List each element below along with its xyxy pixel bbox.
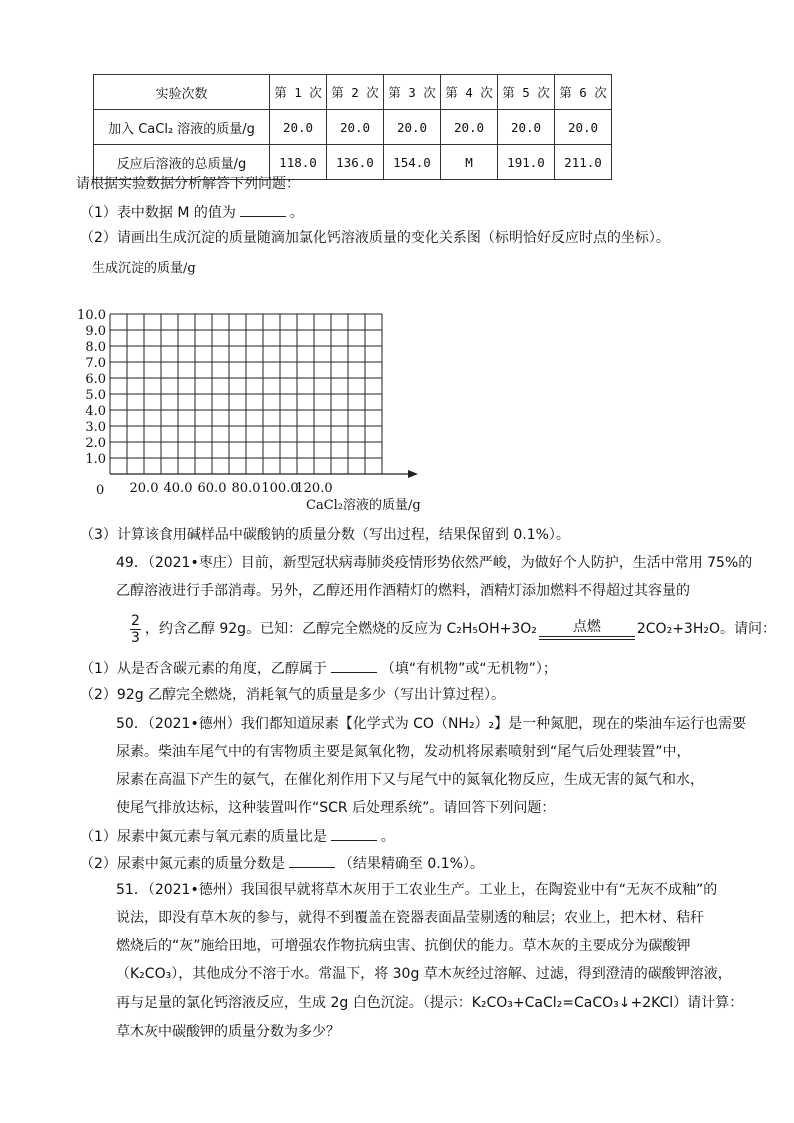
problem-51-line-2: 说法，即没有草木灰的参与，就得不到覆盖在瓷器表面晶莹剔透的釉层；农业上，把木材、秸秆 [116, 910, 704, 926]
problem-50-line-1: 50．（2021•德州）我们都知道尿素【化学式为 CO（NH₂）₂】是一种氮肥，现在的柴油车运行也需要 [116, 716, 747, 732]
problem-50-line-2: 尿素。柴油车尾气中的有害物质主要是氮氧化物，发动机将尿素喷射到“尾气后处理装置”中， [116, 744, 691, 760]
fraction-denominator: 3 [131, 629, 140, 646]
table-cell: 211.0 [555, 145, 612, 180]
table-header-cell: 第 3 次 [384, 75, 441, 110]
grid-lines [110, 314, 382, 474]
problem-50-line-3: 尿素在高温下产生的氨气，在催化剂作用下又与尾气中的氮氧化物反应，生成无害的氮气和水， [116, 772, 704, 788]
table-header-cell: 第 5 次 [498, 75, 555, 110]
y-tick-label: 3.0 [85, 420, 106, 435]
x-axis-arrow [408, 470, 418, 478]
y-axis-label: 生成沉淀的质量/g [92, 261, 196, 276]
answer-blank[interactable] [240, 202, 286, 217]
answer-blank[interactable] [289, 853, 335, 868]
y-tick-label: 10.0 [77, 308, 106, 323]
fraction-numerator: 2 [131, 612, 140, 629]
problem-49-q1 [80, 658, 557, 679]
problem-51-line-1: 51．（2021•德州）我国很早就将草木灰用于工农业生产。工业上，在陶瓷业中有“无灰不成釉”的 [116, 882, 718, 898]
table-cell: 20.0 [441, 110, 498, 145]
table-header-cell: 第 6 次 [555, 75, 612, 110]
x-tick-label: 20.0 [129, 481, 159, 496]
y-tick-label: 4.0 [85, 404, 106, 419]
reaction-arrow [539, 619, 635, 640]
problem-50-q1-end: 。 [380, 829, 395, 845]
table-cell: 136.0 [327, 145, 384, 180]
table-header-cell: 第 2 次 [327, 75, 384, 110]
x-axis-label: CaCl₂溶液的质量/g [306, 498, 421, 513]
x-tick-labels [130, 481, 333, 496]
question-intro: 请根据实验数据分析解答下列问题： [76, 176, 300, 192]
question-2: （2）请画出生成沉淀的质量随滴加氯化钙溶液质量的变化关系图（标明恰好反应时点的坐标）。 [80, 230, 670, 246]
problem-49-text: ，约含乙醇 92g。已知：乙醇完全燃烧的反应为 C₂H₅OH+3O₂ [144, 621, 537, 637]
y-tick-label: 6.0 [85, 372, 106, 387]
y-tick-label: 7.0 [85, 356, 106, 371]
table-cell: 20.0 [498, 110, 555, 145]
problem-50-q1-text: （1）尿素中氮元素与氧元素的质量比是 [80, 829, 327, 845]
problem-51-line-4: （K₂CO₃），其他成分不溶于水。常温下，将 30g 草木灰经过溶解、过滤，得到澄清的碳酸钾溶液， [116, 966, 732, 982]
table-header-row [94, 75, 612, 110]
problem-51-line-6: 草木灰中碳酸钾的质量分数为多少？ [116, 1024, 340, 1040]
problem-49-line-2: 乙醇溶液进行手部消毒。另外，乙醇还用作酒精灯的燃料，酒精灯添加燃料不得超过其容量的 [116, 583, 690, 599]
fraction [130, 613, 141, 646]
y-tick-label: 2.0 [85, 436, 106, 451]
table-cell: 20.0 [270, 110, 327, 145]
y-tick-label: 1.0 [85, 452, 106, 467]
equals-sign [539, 636, 635, 640]
table-cell: 20.0 [384, 110, 441, 145]
x-tick-label: 80.0 [231, 481, 261, 496]
answer-blank[interactable] [331, 658, 377, 673]
table-row [94, 110, 612, 145]
origin-label: 0 [96, 483, 105, 498]
problem-50-q1 [80, 826, 395, 847]
row-label: 反应后溶液的总质量/g [94, 145, 270, 180]
problem-49-q2: （2）92g 乙醇完全燃烧，消耗氧气的质量是多少（写出计算过程）。 [80, 687, 506, 703]
table-header-cell: 第 1 次 [270, 75, 327, 110]
problem-51-line-5: 再与足量的氯化钙溶液反应，生成 2g 白色沉淀。（提示：K₂CO₃+CaCl₂=CaCO₃↓+2KCl）请计算： [116, 995, 744, 1011]
y-tick-label: 9.0 [85, 324, 106, 339]
problem-49-q1-text: （1）从是否含碳元素的角度，乙醇属于 [80, 661, 327, 677]
problem-49-q1-end: （填“有机物”或“无机物”）； [380, 661, 557, 677]
problem-50-q2 [80, 853, 484, 874]
x-tick-label: 60.0 [197, 481, 227, 496]
y-tick-labels [77, 308, 106, 467]
problem-49-line-1: 49．（2021•枣庄）目前，新型冠状病毒肺炎疫情形势依然严峻，为做好个人防护，生活中常用 75%的 [116, 555, 753, 571]
problem-49-products: 2CO₂+3H₂O。请问： [636, 621, 776, 637]
problem-49-line-3 [130, 612, 776, 646]
y-tick-label: 5.0 [85, 388, 106, 403]
y-tick-label: 8.0 [85, 340, 106, 355]
question-1-end: 。 [289, 205, 304, 221]
table-cell: 20.0 [555, 110, 612, 145]
x-tick-label: 120.0 [295, 481, 333, 496]
problem-50-q2-end: （结果精确至 0.1%）。 [338, 856, 484, 872]
experiment-table [93, 74, 612, 180]
row-label: 加入 CaCl₂ 溶液的质量/g [94, 110, 270, 145]
x-tick-label: 100.0 [261, 481, 299, 496]
answer-blank[interactable] [331, 826, 377, 841]
question-1 [80, 202, 304, 223]
table-cell: M [441, 145, 498, 180]
table-cell: 20.0 [327, 110, 384, 145]
blank-grid-chart [77, 250, 440, 520]
question-1-text: （1）表中数据 M 的值为 [80, 205, 236, 221]
table-cell: 118.0 [270, 145, 327, 180]
table-cell: 154.0 [384, 145, 441, 180]
table-header-cell: 实验次数 [94, 75, 270, 110]
table-cell: 191.0 [498, 145, 555, 180]
question-3: （3）计算该食用碱样品中碳酸钠的质量分数（写出过程，结果保留到 0.1%）。 [80, 527, 570, 543]
problem-50-line-4: 使尾气排放达标，这种装置叫作“SCR 后处理系统”。请回答下列问题： [116, 800, 556, 816]
problem-50-q2-text: （2）尿素中氮元素的质量分数是 [80, 856, 285, 872]
reaction-condition: 点燃 [572, 618, 601, 635]
problem-51-line-3: 燃烧后的“灰”施给田地，可增强农作物抗病虫害、抗倒伏的能力。草木灰的主要成分为碳酸钾 [116, 938, 691, 954]
x-tick-label: 40.0 [163, 481, 193, 496]
table-header-cell: 第 4 次 [441, 75, 498, 110]
